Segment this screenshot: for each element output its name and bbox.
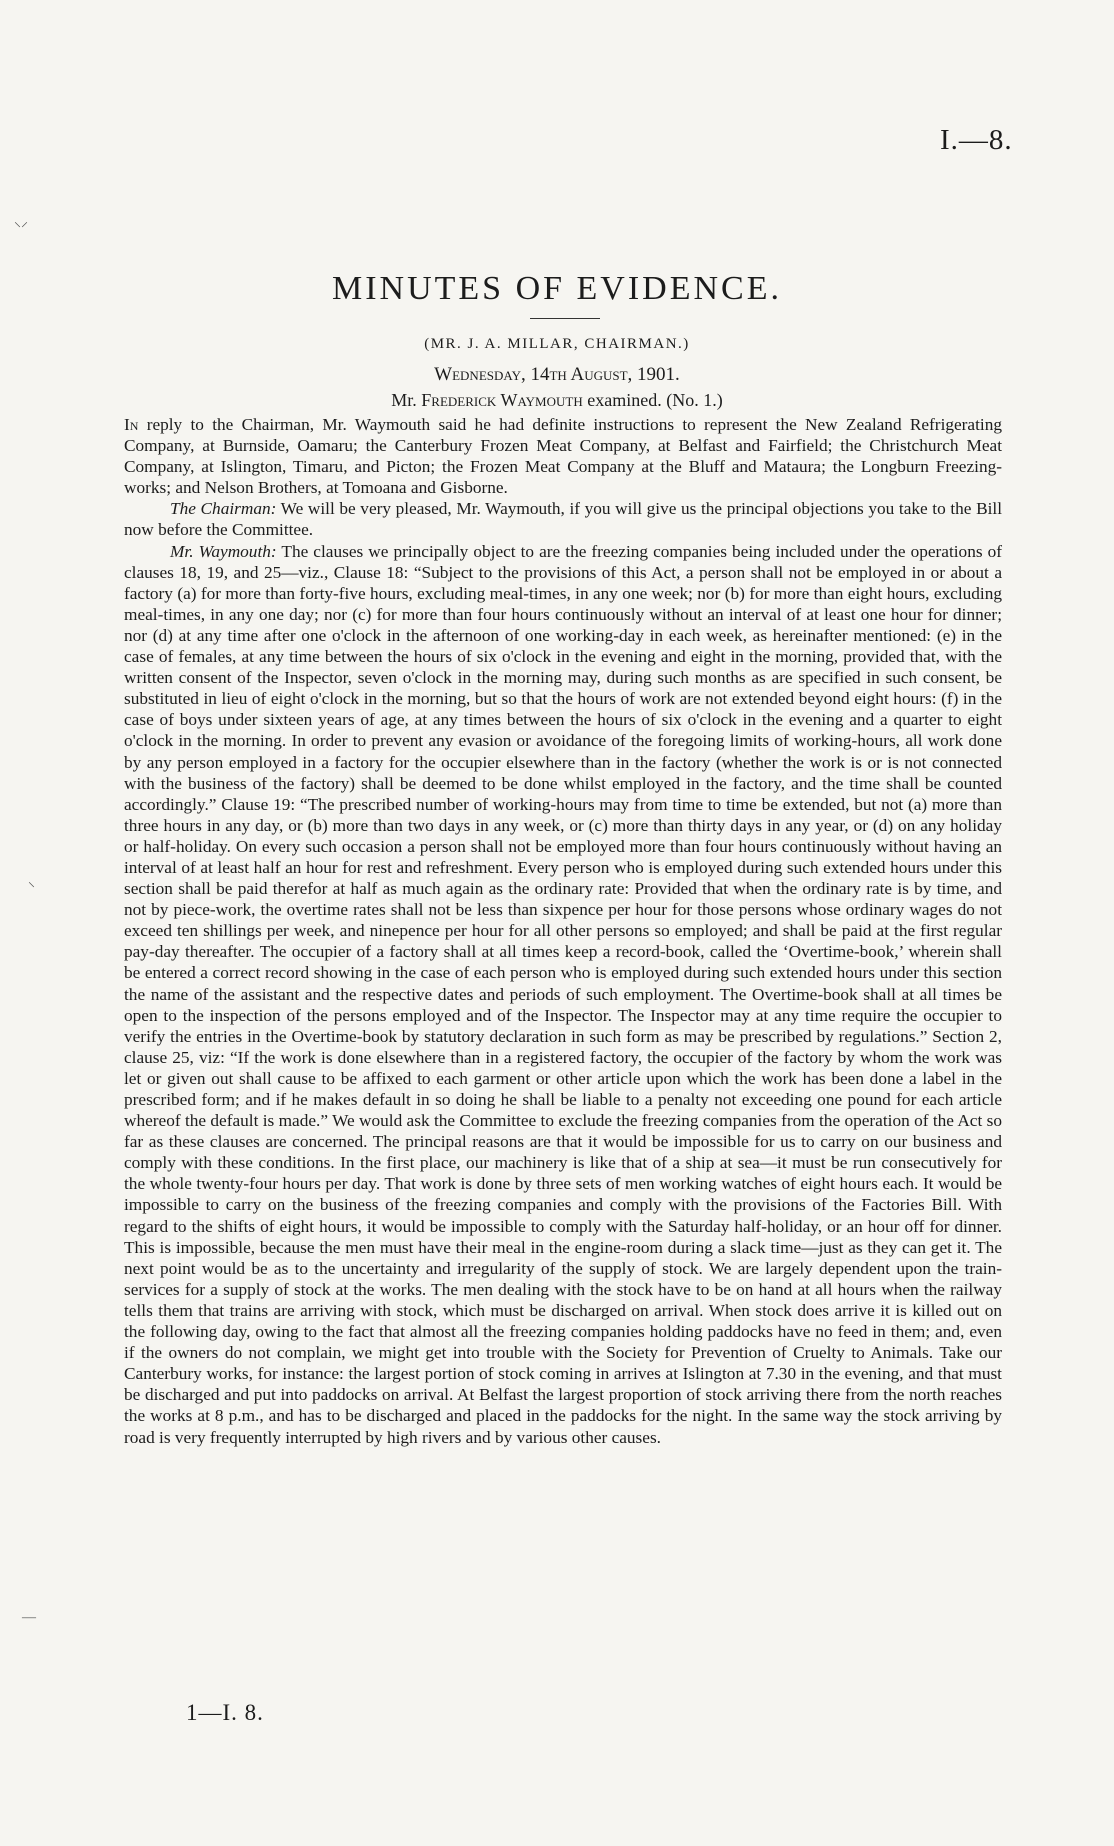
witness-prefix: Mr. [391,390,417,410]
paragraph-text: The clauses we principally object to are the freezing companies being included under the operations of clauses 18, 19, and 25—viz., Clause 18: “Subject to the provisions of this Act, a person shall not be employed in or about a factory (a) for more than forty-five hours, excluding meal-times, in any one week; nor (b) for more than eight hours, excluding meal-times, in any one day; nor (c) for more than four hours continuously without an interval of at least one hour for dinner; nor (d) at any time after one o'clock in the afternoon of one working-day in each week, as hereinafter mentioned: (e) in the case of females, at any time between the hours of six o'clock in the evening and eight in the morning, provided that, with the written consent of the Inspector, seven o'clock in the morning may, during such months as are specified in such consent, be substituted in lieu of eight o'clock in the morning, but so that the hours of work are not extended beyond eight hours: (f) in the case of boys under sixteen years of age, at any times between the hours of six o'clock in the evening and a quarter to eight o'clock in the morning. In order to prevent any evasion or avoidance of the foregoing limits of working-hours, all work done by any person employed in a factory for the occupier elsewhere than in the factory (whether the work is or is not connected with the business of the factory) shall be deemed to be done whilst employed in the factory, and the time shall be counted accordingly.” Clause 19: “The prescribed number of working-hours may from time to time be extended, but not (a) more than three hours in any day, or (b) more than two days in any week, or (c) more than thirty days in any year, or (d) on any holiday or half-holiday. On every such occasion a person shall not be employed more than four hours continuously without having an interval of at least half an hour for rest and refreshment. Every person who is employed during such extended hours under this section shall be paid therefor at half as much again as the ordinary rate: Provided that when the ordinary rate is by time, and not by piece-work, the overtime rates shall not be less than sixpence per hour for those persons whose ordinary wages do not exceed ten shillings per week, and ninepence per hour for all other persons so employed; and shall be paid at the first regular pay-day thereafter. The occupier of a factory shall at all times keep a record-book, called the ‘Overtime-book,’ wherein shall be entered a correct record showing in the case of each person who is employed during such extended hours under this section the name of the assistant and the respective dates and periods of such employment. The Overtime-book shall at all times be open to the inspection of the persons employed and of the Inspector. The Inspector may at any time require the occupier to verify the entries in the Overtime-book by statutory declaration in such form as may be prescribed by regulations.” Section 2, clause 25, viz: “If the work is done elsewhere than in a registered factory, the occupier of the factory by whom the work was let or given out shall cause to be affixed to each garment or other article upon which the work has been done a label in the prescribed form; and if he makes default in so doing he shall be liable to a penalty not exceeding one pound for each article whereof the default is made.” We would ask the Committee to exclude the freezing companies from the operation of the Act so far as these clauses are concerned. The principal reasons are that it would be impossible for us to carry on our business and comply with these conditions. In the first place, our machinery is like that of a ship at sea—it must be run consecutively for the whole twenty-four hours per day. That work is done by three sets of men working watches of eight hours each. It would be impossible to carry on the business of the freezing companies and comply with the provisions of the Factories Bill. With regard to the shifts of eight hours, it would be impossible to comply with the Saturday half-holiday, or an hour off for dinner. This is impossible, because the men must have their meal in the engine-room during a slack time—just as they can get it. The next point would be as to the uncertainty and irregularity of the supply of stock. We are largely dependent upon the train-services for a supply of stock at the works. The men dealing with the stock have to be on hand at all hours when the railway tells them that trains are arriving with stock, which must be discharged on arrival. When stock does arrive it is killed out on the following day, owing to the fact that almost all the freezing companies holding paddocks have no feed in them; and, even if the owners do not complain, we might get into trouble with the Society for Prevention of Cruelty to Animals. Take our Canterbury works, for instance: the largest portion of stock coming in arrives at Islington at 7.30 in the evening, and that must be discharged and put into paddocks on arrival. At Belfast the largest proportion of stock arriving there from the north reaches the works at 8 p.m., and has to be discharged and placed in the paddocks for the night. In the same way the stock arriving by road is very frequently interrupted by high rivers and by various other causes. [124,541,1003,1447]
date-line: Wednesday, 14th August, 1901. [434,364,680,385]
paragraph-chairman [124,498,1002,540]
margin-mark: — [22,1610,36,1625]
page-footer: 1—I. 8. [186,1700,264,1725]
paragraph-first-word: In [124,415,139,434]
page-reference: I.—8. [940,124,1013,156]
evidence-body [124,414,1002,1448]
chairman-line: (MR. J. A. MILLAR, CHAIRMAN.) [424,336,690,352]
witness-line [0,390,1114,411]
paragraph-intro [124,414,1002,498]
witness-name: Frederick Waymouth [421,390,583,410]
paragraph-waymouth [124,541,1002,1448]
margin-mark: ⸌ [28,881,35,896]
speaker-label: The Chairman: [170,499,277,519]
speaker-label: Mr. Waymouth: [170,541,277,561]
title-divider [530,318,600,319]
page-title: MINUTES OF EVIDENCE. [331,270,783,307]
paragraph-text: We will be very pleased, Mr. Waymouth, if you will give us the principal objections you take to the Bill now before the Committee. [124,499,1002,540]
witness-suffix: examined. (No. 1.) [587,390,723,410]
paragraph-text: reply to the Chairman, Mr. Waymouth said he had definite instructions to represent the New Zealand Refrigerating Company, at Burnside, Oamaru; the Canterbury Frozen Meat Company, at Belfast and Fairfield; the Christchurch Meat Company, at Islington, Timaru, and Picton; the Frozen Meat Company at the Bluff and Mataura; the Longburn Freezing-works; and Nelson Brothers, at Tomoana and Gisborne. [124,415,1002,498]
margin-mark: ⸌⸍ [14,221,28,236]
